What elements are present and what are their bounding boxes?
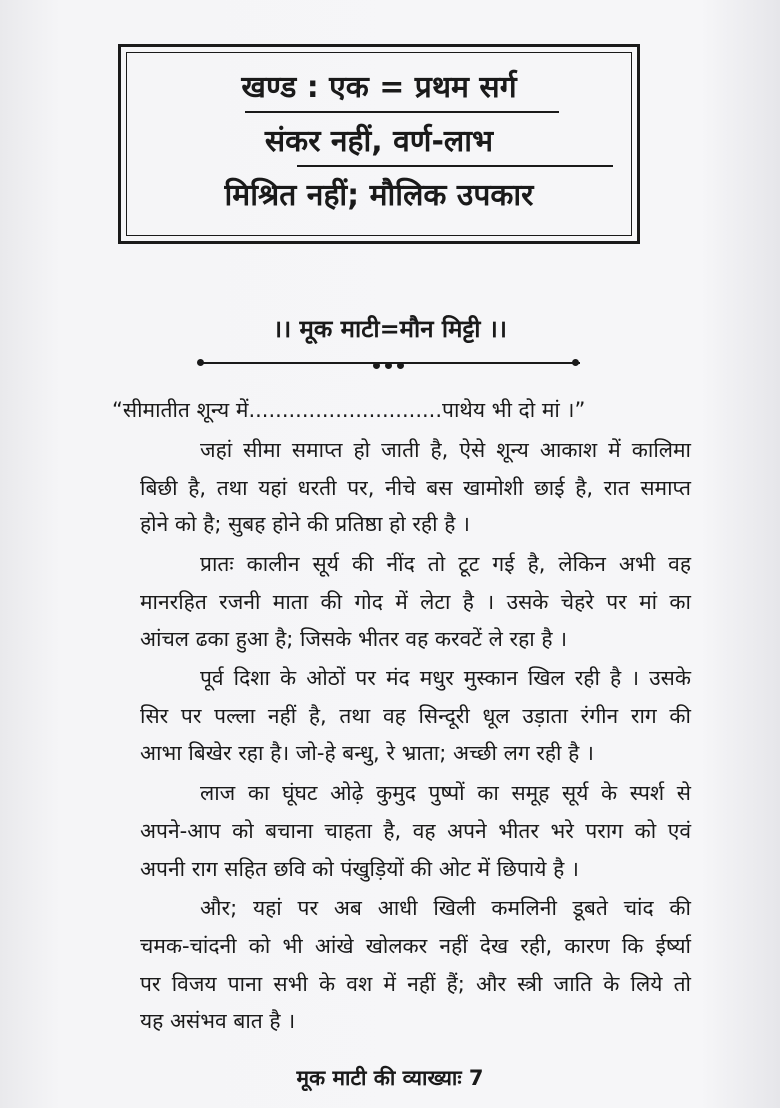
- ornament-dot: [397, 362, 404, 369]
- page-footer: मूक माटी की व्याख्याः 7: [296, 1066, 484, 1090]
- text-line: पर विजय पाना सभी के वश में नहीं हैं; और स्त्री जाति के लिये तो: [140, 972, 691, 996]
- text-line: पूर्व दिशा के ओठों पर मंद मधुर मुस्कान खिल रही है । उसके: [200, 666, 691, 690]
- text-line: होने को है; सुबह होने की प्रतिष्ठा हो रही है ।: [140, 512, 470, 536]
- heading-underline-2: [297, 165, 613, 167]
- heading-underline-1: [245, 111, 559, 113]
- chapter-heading-box: [118, 44, 640, 244]
- text-line: बिछी है, तथा यहां धरती पर, नीचे बस खामोशी छाई है, रात समाप्त: [140, 476, 691, 500]
- text-line: आभा बिखेर रहा है। जो-हे बन्धु, रे भ्राता; अच्छी लग रही है ।: [140, 741, 594, 765]
- text-line: जहां सीमा समाप्त हो जाती है, ऐसे शून्य आकाश में कालिमा: [200, 438, 691, 462]
- text-line: मानरहित रजनी माता की गोद में लेटा है । उसके चेहरे पर मां का: [140, 590, 691, 614]
- text-line: और; यहां पर अब आधी खिली कमलिनी डूबते चांद की: [200, 896, 691, 920]
- ornament-dot: [373, 362, 380, 369]
- text-line: आंचल ढका हुआ है; जिसके भीतर वह करवटें ले रहा है ।: [140, 627, 568, 651]
- text-line: यह असंभव बात है ।: [140, 1009, 296, 1033]
- chapter-subtitle: संकर नहीं, वर्ण-लाभ: [264, 124, 494, 159]
- quote-line: “सीमातीत शून्य में.............................पाथेय भी दो मां ।”: [112, 398, 586, 422]
- chapter-subtitle-2: मिश्रित नहीं; मौलिक उपकार: [224, 178, 534, 213]
- chapter-title: खण्ड : एक = प्रथम सर्ग: [241, 70, 517, 105]
- text-line: अपनी राग सहित छवि को पंखुड़ियों की ओट में छिपाये है ।: [140, 857, 579, 881]
- section-title: ।। मूक माटी=मौन मिट्टी ।।: [273, 315, 507, 343]
- text-line: लाज का घूंघट ओढ़े कुमुद पुष्पों का समूह सूर्य के स्पर्श से: [200, 781, 691, 805]
- text-line: चमक-चांदनी को भी आंखे खोलकर नहीं देख रही, कारण कि ईर्ष्या: [140, 934, 691, 958]
- ornament-dot: [197, 359, 204, 366]
- text-line: अपने-आप को बचाना चाहता है, वह अपने भीतर भरे पराग को एवं: [140, 819, 691, 843]
- heading-inner-border: [126, 52, 632, 236]
- ornament-dot: [572, 359, 579, 366]
- text-line: सिर पर पल्ला नहीं है, तथा वह सिन्दूरी धूल उड़ाता रंगीन राग की: [140, 704, 691, 728]
- text-line: प्रातः कालीन सूर्य की नींद तो टूट गई है, लेकिन अभी वह: [200, 552, 691, 576]
- ornament-dot: [385, 362, 392, 369]
